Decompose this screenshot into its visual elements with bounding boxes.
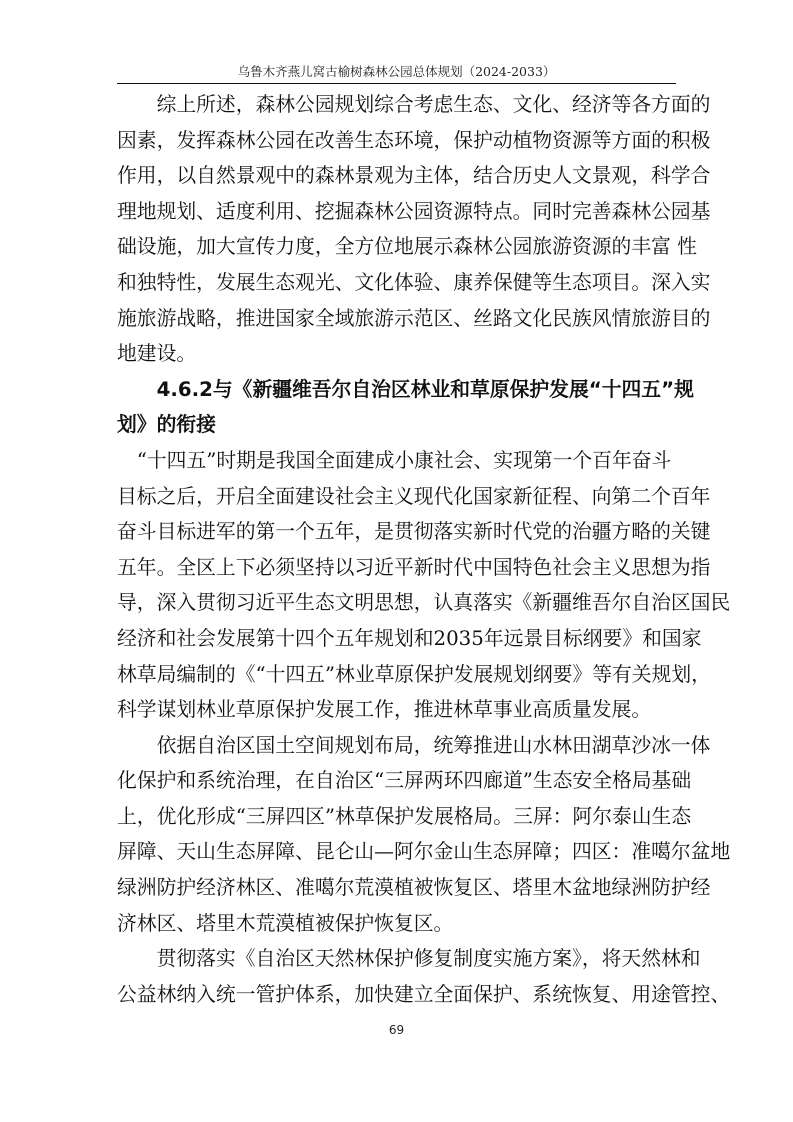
text-line: 导，深入贯彻习近平生态文明思想，认真落实《新疆维吾尔自治区国民: [117, 591, 731, 615]
text-line: 因素，发挥森林公园在改善生态环境，保护动植物资源等方面的积极: [117, 128, 711, 152]
header-divider: [117, 83, 676, 84]
text-line: 公益林纳入统一管护体系，加快建立全面保护、系统恢复、用途管控、: [117, 982, 731, 1006]
paragraph-spatial-layout: [117, 728, 731, 942]
text-line: 济林区、塔里木荒漠植被保护恢复区。: [117, 911, 454, 935]
text-line: 绿洲防护经济林区、准噶尔荒漠植被恢复区、塔里木盆地绿洲防护经: [117, 876, 711, 900]
text-line: 和独特性，发展生态观光、文化体验、康养保健等生态项目。深入实: [117, 270, 711, 294]
document-body: [117, 87, 731, 1012]
text-line: 科学谋划林业草原保护发展工作，推进林草事业高质量发展。: [117, 698, 652, 722]
paragraph-fourteenth-plan: [117, 443, 731, 728]
section-heading: [117, 372, 694, 443]
text-line: 目标之后，开启全面建设社会主义现代化国家新征程、向第二个百年: [117, 484, 711, 508]
paragraph-summary: [117, 87, 711, 372]
text-line: 经济和社会发展第十四个五年规划和2035年远景目标纲要》和国家: [117, 626, 702, 650]
page-number: 69: [388, 1023, 405, 1037]
section-heading-line: 4.6.2与《新疆维吾尔自治区林业和草原保护发展“十四五”规: [117, 377, 694, 401]
text-line: 综上所述，森林公园规划综合考虑生态、文化、经济等各方面的: [117, 93, 711, 116]
text-line: 施旅游战略，推进国家全域旅游示范区、丝路文化民族风情旅游目的: [117, 306, 711, 330]
text-line: 依据自治区国土空间规划布局，统筹推进山水林田湖草沙冰一体: [117, 733, 711, 757]
paragraph-natural-forest: [117, 941, 731, 1012]
text-line: 上，优化形成“三屏四区”林草保护发展格局。三屏：阿尔泰山生态: [117, 804, 692, 828]
text-line: 林草局编制的《“十四五”林业草原保护发展规划纲要》等有关规划，: [117, 662, 711, 686]
text-line: 作用，以自然景观中的森林景观为主体，结合历史人文景观，科学合: [117, 164, 711, 188]
section-heading-line: 划》的衔接: [117, 413, 216, 437]
text-line: 奋斗目标进军的第一个五年，是贯彻落实新时代党的治疆方略的关键: [117, 520, 711, 544]
text-line: “十四五”时期是我国全面建成小康社会、实现第一个百年奋斗: [117, 448, 672, 472]
text-line: 屏障、天山生态屏障、昆仑山—阿尔金山生态屏障；四区：准噶尔盆地: [117, 840, 731, 864]
text-line: 化保护和系统治理，在自治区“三屏两环四廊道”生态安全格局基础: [117, 769, 692, 793]
text-line: 地建设。: [117, 342, 197, 366]
page-header: 乌鲁木齐燕儿窝古榆树森林公园总体规划（2024-2033）: [237, 64, 556, 79]
text-line: 理地规划、适度利用、挖掘森林公园资源特点。同时完善森林公园基: [117, 199, 711, 223]
text-line: 础设施，加大宣传力度，全方位地展示森林公园旅游资源的丰富 性: [117, 235, 697, 259]
text-line: 五年。全区上下必须坚持以习近平新时代中国特色社会主义思想为指: [117, 555, 711, 579]
text-line: 贯彻落实《自治区天然林保护修复制度实施方案》，将天然林和: [117, 947, 701, 971]
